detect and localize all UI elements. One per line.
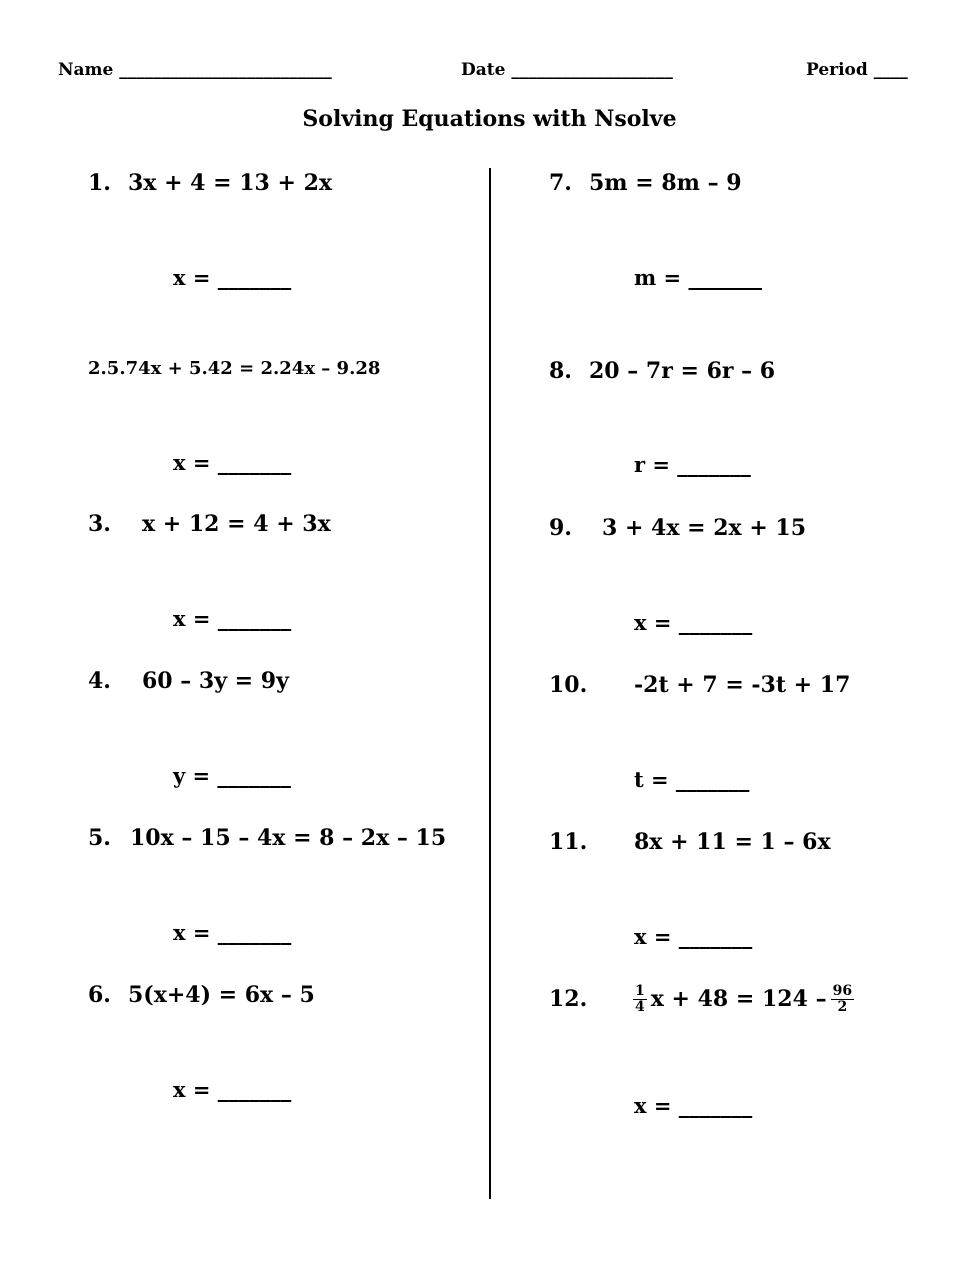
answer-blank-5[interactable]: x = _______ — [173, 920, 292, 945]
problem-number: 4. — [88, 668, 111, 694]
problem-3 — [88, 511, 331, 537]
page-title: Solving Equations with Nsolve — [302, 106, 677, 132]
answer-blank-12[interactable]: x = _______ — [634, 1093, 753, 1118]
answer-blank-7[interactable]: m = _______ — [634, 265, 762, 290]
equation: 5m = 8m – 9 — [589, 170, 742, 196]
problem-5 — [88, 825, 446, 851]
equation: x + 48 = 124 – — [650, 986, 827, 1013]
problem-number: 11. — [549, 829, 588, 855]
problem-12 — [549, 984, 858, 1014]
problem-number: 12. — [549, 986, 588, 1013]
name-field[interactable]: Name _________________________ — [58, 60, 332, 80]
equation: 60 – 3y = 9y — [142, 668, 289, 694]
problem-number: 3. — [88, 511, 111, 537]
equation: 20 – 7r = 6r – 6 — [589, 358, 776, 384]
date-field[interactable]: Date ___________________ — [461, 60, 673, 80]
problem-number: 5. — [88, 825, 111, 851]
problem-number: 2. — [88, 358, 107, 379]
answer-blank-11[interactable]: x = _______ — [634, 924, 753, 949]
answer-blank-6[interactable]: x = _______ — [173, 1077, 292, 1102]
equation: 3x + 4 = 13 + 2x — [128, 170, 333, 196]
answer-blank-10[interactable]: t = _______ — [634, 767, 750, 792]
fraction-numerator: 96 — [832, 983, 853, 999]
answer-blank-8[interactable]: r = _______ — [634, 452, 751, 477]
problem-number: 1. — [88, 170, 111, 196]
fraction-denominator: 4 — [635, 998, 645, 1015]
equation: -2t + 7 = -3t + 17 — [634, 672, 851, 698]
problem-6 — [88, 982, 315, 1008]
answer-blank-3[interactable]: x = _______ — [173, 606, 292, 631]
problem-8 — [549, 358, 775, 384]
problem-number: 10. — [549, 672, 588, 698]
problem-number: 8. — [549, 358, 572, 384]
problem-4 — [88, 668, 289, 694]
answer-blank-9[interactable]: x = _______ — [634, 610, 753, 635]
problem-10 — [549, 672, 850, 698]
fraction-one-quarter — [633, 984, 647, 1014]
equation: 5.74x + 5.42 = 2.24x – 9.28 — [106, 358, 381, 379]
equation: 5(x+4) = 6x – 5 — [128, 982, 315, 1008]
problem-2 — [88, 358, 380, 379]
problem-7 — [549, 170, 742, 196]
answer-blank-2[interactable]: x = _______ — [173, 450, 292, 475]
problem-number: 6. — [88, 982, 111, 1008]
problem-11 — [549, 829, 831, 855]
equation: 10x – 15 – 4x = 8 – 2x – 15 — [130, 825, 447, 851]
equation: 3 + 4x = 2x + 15 — [602, 515, 807, 541]
problem-number: 7. — [549, 170, 572, 196]
problem-1 — [88, 170, 332, 196]
answer-blank-4[interactable]: y = _______ — [173, 763, 291, 788]
fraction-ninety-six-halves — [831, 984, 854, 1014]
equation: x + 12 = 4 + 3x — [142, 511, 331, 537]
fraction-denominator: 2 — [837, 998, 848, 1015]
period-field[interactable]: Period ____ — [806, 60, 908, 80]
answer-blank-1[interactable]: x = _______ — [173, 265, 292, 290]
equation: 8x + 11 = 1 – 6x — [634, 829, 831, 855]
problem-number: 9. — [549, 515, 572, 541]
fraction-numerator: 1 — [635, 983, 645, 999]
problem-9 — [549, 515, 806, 541]
column-divider — [489, 168, 491, 1199]
